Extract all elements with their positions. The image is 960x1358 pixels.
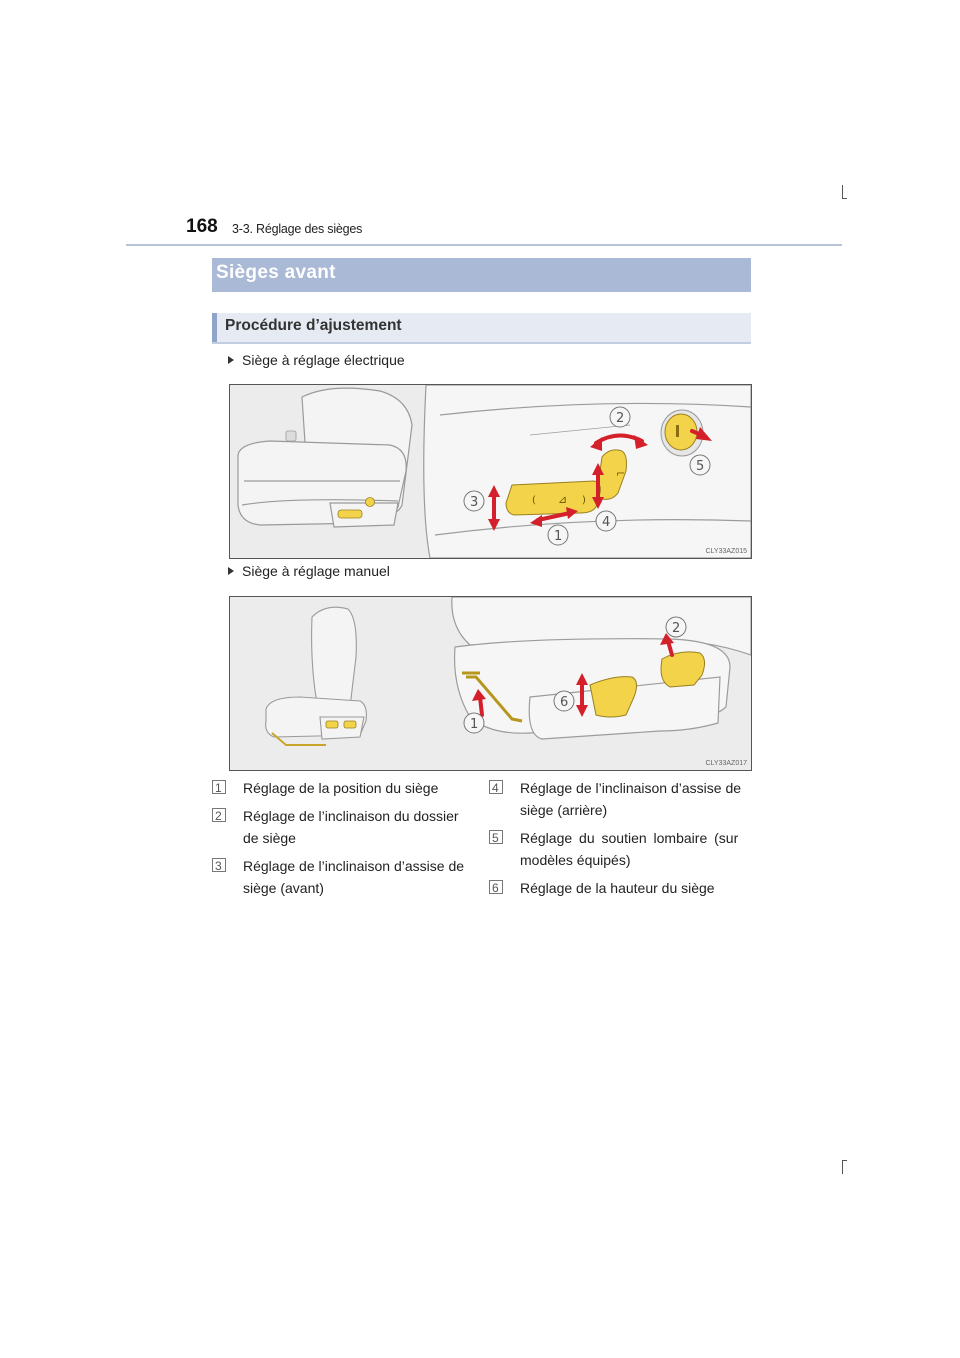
subsection-title: Procédure d’ajustement xyxy=(225,317,402,334)
callout: 5 xyxy=(696,459,705,474)
caption-text: Siège à réglage électrique xyxy=(242,352,405,368)
legend-text: modèles équipés) xyxy=(520,852,631,868)
svg-text:⊿: ⊿ xyxy=(558,493,568,506)
legend-text: Réglage de l’inclinaison d’assise de xyxy=(520,780,742,796)
figure-manual-seat xyxy=(229,596,752,771)
callout: 2 xyxy=(616,411,625,426)
power-seat-illustration xyxy=(230,385,751,558)
svg-text:⌐: ⌐ xyxy=(616,467,626,480)
legend-text: Réglage du soutien lombaire (sur xyxy=(520,830,739,846)
section-title: Sièges avant xyxy=(216,262,336,283)
callout: 4 xyxy=(602,515,611,530)
slide-switch xyxy=(506,481,600,515)
callout: 3 xyxy=(470,495,479,510)
legend-number: 3 xyxy=(215,859,222,873)
legend-item xyxy=(489,778,751,822)
legend-item xyxy=(489,878,751,902)
page-number: 168 xyxy=(186,216,218,237)
callout: 6 xyxy=(560,695,569,710)
legend-item xyxy=(212,778,482,802)
legend-text: Réglage de l’inclinaison du dossier xyxy=(243,808,459,824)
callout: 1 xyxy=(554,529,563,544)
small-seat-control xyxy=(338,510,362,518)
triangle-bullet-icon xyxy=(228,356,234,364)
crop-mark xyxy=(842,1160,847,1161)
legend-item xyxy=(489,828,751,872)
legend-number: 1 xyxy=(215,781,222,795)
figure-code: CLY33AZ017 xyxy=(705,760,747,767)
triangle-bullet-icon xyxy=(228,567,234,575)
figure-power-seat xyxy=(229,384,752,559)
legend-text: siège (arrière) xyxy=(520,802,608,818)
legend-number: 5 xyxy=(492,831,499,845)
svg-text:): ) xyxy=(582,495,586,506)
legend-text: Réglage de la position du siège xyxy=(243,780,439,796)
callout: 1 xyxy=(470,717,479,732)
section-reference: 3-3. Réglage des sièges xyxy=(232,222,363,236)
legend-text: Réglage de la hauteur du siège xyxy=(520,880,715,896)
manual-seat-illustration xyxy=(230,597,751,770)
crop-mark xyxy=(842,198,847,199)
legend-text: Réglage de l’inclinaison d’assise de xyxy=(243,858,465,874)
figure-caption-electric xyxy=(228,352,405,368)
section-banner xyxy=(212,258,751,292)
svg-text:(: ( xyxy=(532,495,536,506)
figure-caption-manual xyxy=(228,563,390,579)
legend-number: 4 xyxy=(492,781,499,795)
legend-number: 6 xyxy=(492,881,499,895)
header-rule xyxy=(126,244,842,246)
legend-item xyxy=(212,806,482,850)
crop-mark xyxy=(842,1160,843,1174)
callout: 2 xyxy=(672,621,681,636)
legend-number: 2 xyxy=(215,809,222,823)
legend-text: siège (avant) xyxy=(243,880,324,896)
figure-code: CLY33AZ015 xyxy=(705,548,747,555)
caption-text: Siège à réglage manuel xyxy=(242,563,390,579)
legend-text: de siège xyxy=(243,830,296,846)
crop-mark xyxy=(842,185,843,199)
legend-item xyxy=(212,856,482,900)
subsection-banner xyxy=(212,313,751,342)
